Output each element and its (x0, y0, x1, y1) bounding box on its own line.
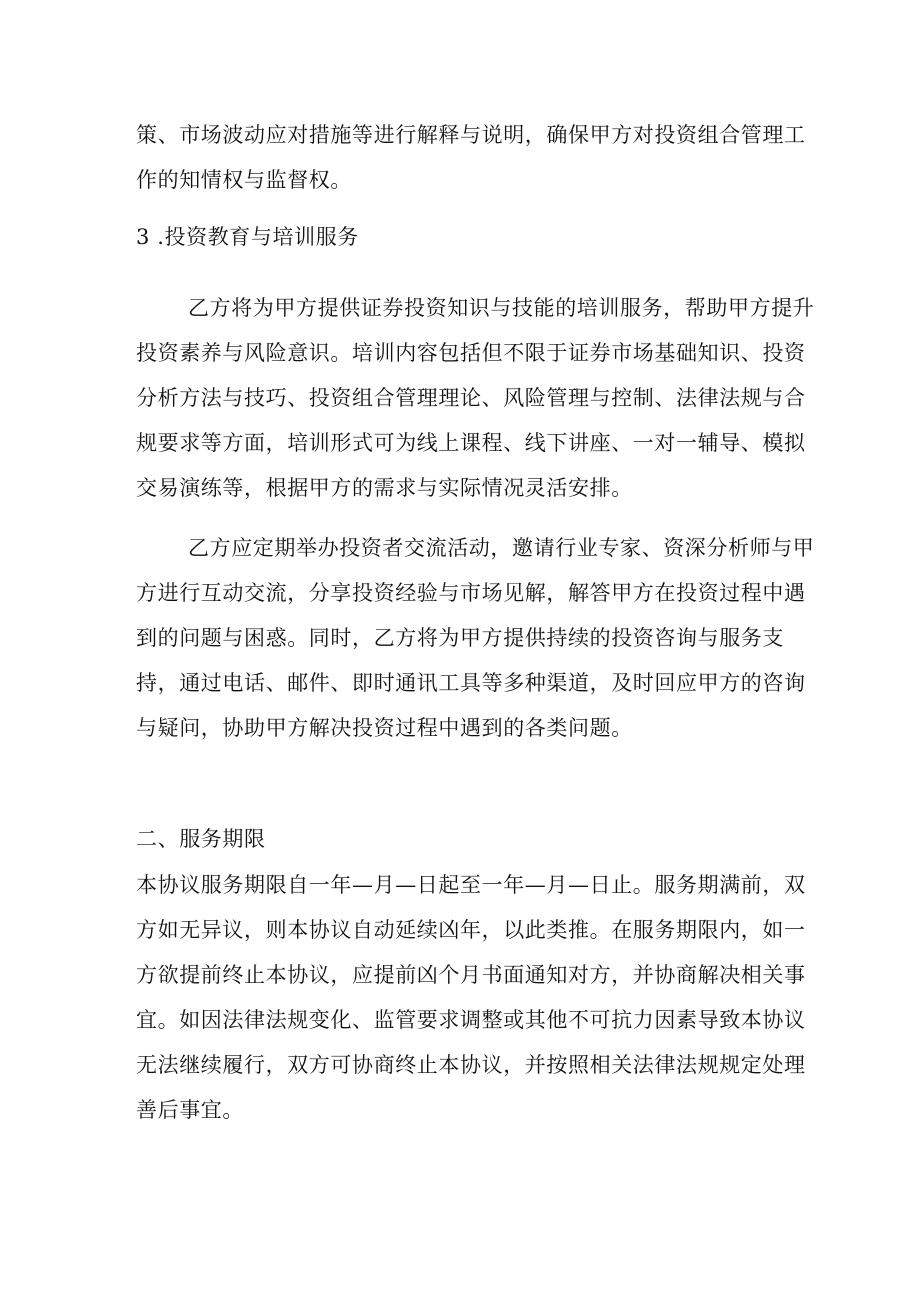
paragraph-line: 作的知情权与监督权。 (136, 168, 352, 192)
paragraph-line: 到的问题与困惑。同时，乙方将为甲方提供持续的投资咨询与服务支 (136, 626, 784, 650)
paragraph-line: 方进行互动交流，分享投资经验与市场见解，解答甲方在投资过程中遇 (136, 581, 806, 605)
paragraph-line: 策、市场波动应对措施等进行解释与说明，确保甲方对投资组合管理工 (136, 123, 806, 147)
paragraph-line: 分析方法与技巧、投资组合管理理论、风险管理与控制、法律法规与合 (136, 386, 806, 410)
paragraph-line: 本协议服务期限自一年—月—日起至一年—月—日止。服务期满前，双 (136, 873, 806, 897)
section-2-paragraph (136, 863, 806, 1133)
paragraph-line: 善后事宜。 (136, 1098, 244, 1122)
paragraph-line: 乙方将为甲方提供证券投资知识与技能的培训服务，帮助甲方提升 (188, 296, 815, 320)
section-2-heading: 二、服务期限 (136, 827, 266, 851)
intro-paragraph (136, 113, 806, 203)
paragraph-line: 交易演练等，根据甲方的需求与实际情况灵活安排。 (136, 476, 633, 500)
paragraph-line: 方如无异议，则本协议自动延续凶年，以此类推。在服务期限内，如一 (136, 918, 806, 942)
section-3-heading: 3 .投资教育与培训服务 (136, 225, 359, 249)
paragraph-line: 规要求等方面，培训形式可为线上课程、线下讲座、一对一辅导、模拟 (136, 431, 806, 455)
paragraph-line: 无法继续履行，双方可协商终止本协议，并按照相关法律法规规定处理 (136, 1053, 806, 1077)
paragraph-line: 投资素养与风险意识。培训内容包括但不限于证券市场基础知识、投资 (136, 341, 806, 365)
paragraph-line: 与疑问，协助甲方解决投资过程中遇到的各类问题。 (136, 716, 633, 740)
section-3-paragraph-1 (136, 286, 815, 511)
paragraph-line: 方欲提前终止本协议，应提前凶个月书面通知对方，并协商解决相关事 (136, 963, 806, 987)
paragraph-line: 宜。如因法律法规变化、监管要求调整或其他不可抗力因素导致本协议 (136, 1008, 806, 1032)
paragraph-line: 持，通过电话、邮件、即时通讯工具等多种渠道，及时回应甲方的咨询 (136, 671, 806, 695)
section-3-paragraph-2 (136, 526, 815, 751)
paragraph-line: 乙方应定期举办投资者交流活动，邀请行业专家、资深分析师与甲 (188, 536, 815, 560)
